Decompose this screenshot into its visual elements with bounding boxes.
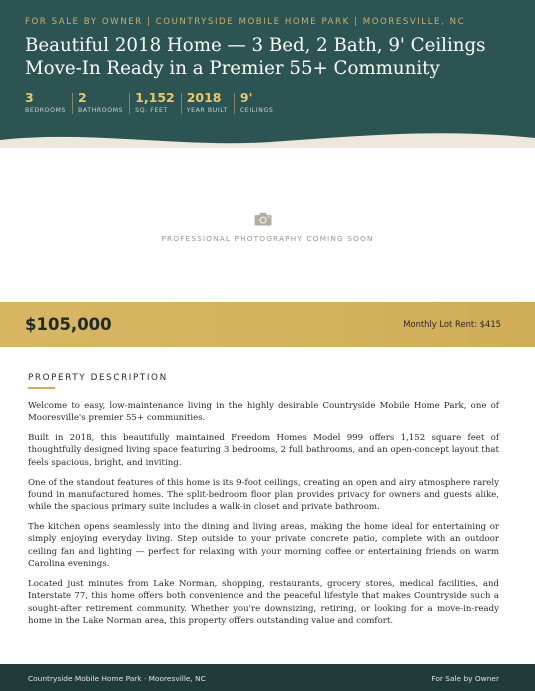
stat-divider [181, 93, 182, 114]
stat-label: YEAR BUILT [186, 107, 228, 114]
stat-divider [234, 93, 235, 114]
stat-value: 2 [78, 90, 87, 105]
photo-caption: PROFESSIONAL PHOTOGRAPHY COMING SOON [161, 234, 374, 243]
stat-label: CEILINGS [239, 107, 274, 114]
property-description [28, 400, 499, 635]
stat-bathrooms [78, 91, 132, 115]
stat-sq-feet [135, 91, 184, 115]
stat-value: 3 [25, 90, 34, 105]
section-underline [28, 387, 55, 389]
description-paragraph: The kitchen opens seamlessly into the dining and living areas, making the home ideal for entertaining or simply enjoying everyday living. Step outside to your private concrete patio, complete with an outdoor ceiling fan and lighting — perfect for relaxing with your morning coffee or entertaining friends on warm Carolina evenings. [28, 522, 499, 570]
stat-label: BEDROOMS [25, 107, 67, 114]
description-paragraph: One of the standout features of this home is its 9-foot ceilings, creating an open and airy atmosphere rarely found in manufactured homes. The split-bedroom floor plan provides privacy for owners and guests alike, while the spacious primary suite includes a walk-in closet and private bathroom. [28, 477, 499, 513]
description-paragraph: Welcome to easy, low-maintenance living in the highly desirable Countryside Mobile Home Park, one of Mooresville's premier 55+ communities. [28, 401, 499, 424]
stat-value: 9' [239, 90, 253, 105]
footer [0, 664, 535, 691]
footer-sale-type: For Sale by Owner [431, 674, 499, 683]
footer-location: Countryside Mobile Home Park · Mooresville, NC [28, 674, 206, 683]
stat-label: SQ. FEET [135, 107, 168, 114]
price-bar [0, 302, 535, 347]
camera-icon [254, 212, 272, 226]
stat-year-built [187, 91, 237, 115]
stat-ceilings [240, 91, 282, 115]
stat-bedrooms [25, 91, 75, 115]
section-title: PROPERTY DESCRIPTION [28, 373, 168, 383]
stat-divider [72, 93, 73, 114]
listing-price: $105,000 [25, 315, 112, 334]
stat-label: BATHROOMS [78, 107, 124, 114]
title-line-1: Beautiful 2018 Home — 3 Bed, 2 Bath, 9' Ceilings [25, 35, 486, 56]
description-paragraph: Located just minutes from Lake Norman, shopping, restaurants, grocery stores, medical facilities, and Interstate 77, this home offers both convenience and the peaceful lifestyle that makes Countryside such a sought-after retirement community. Whether you're downsizing, retiring, or looking for a move-in-ready home in the Lake Norman area, this property offers outstanding value and comfort. [28, 578, 499, 626]
stat-divider [129, 93, 130, 114]
header-banner [0, 0, 535, 148]
header-wave [0, 128, 535, 148]
lot-rent: Monthly Lot Rent: $415 [403, 319, 501, 329]
title-line-2: Move-In Ready in a Premier 55+ Community [25, 58, 440, 79]
listing-title [25, 34, 525, 80]
stats-row [25, 91, 285, 115]
stat-value: 1,152 [135, 90, 175, 105]
description-paragraph: Built in 2018, this beautifully maintained Freedom Homes Model 999 offers 1,152 square feet of thoughtfully designed living space featuring 3 bedrooms, 2 full bathrooms, and an open-concept layout that feels spacious, bright, and inviting. [28, 433, 499, 468]
stat-value: 2018 [186, 90, 222, 105]
header-eyebrow: FOR SALE BY OWNER | COUNTRYSIDE MOBILE HOME PARK | MOORESVILLE, NC [25, 17, 466, 27]
